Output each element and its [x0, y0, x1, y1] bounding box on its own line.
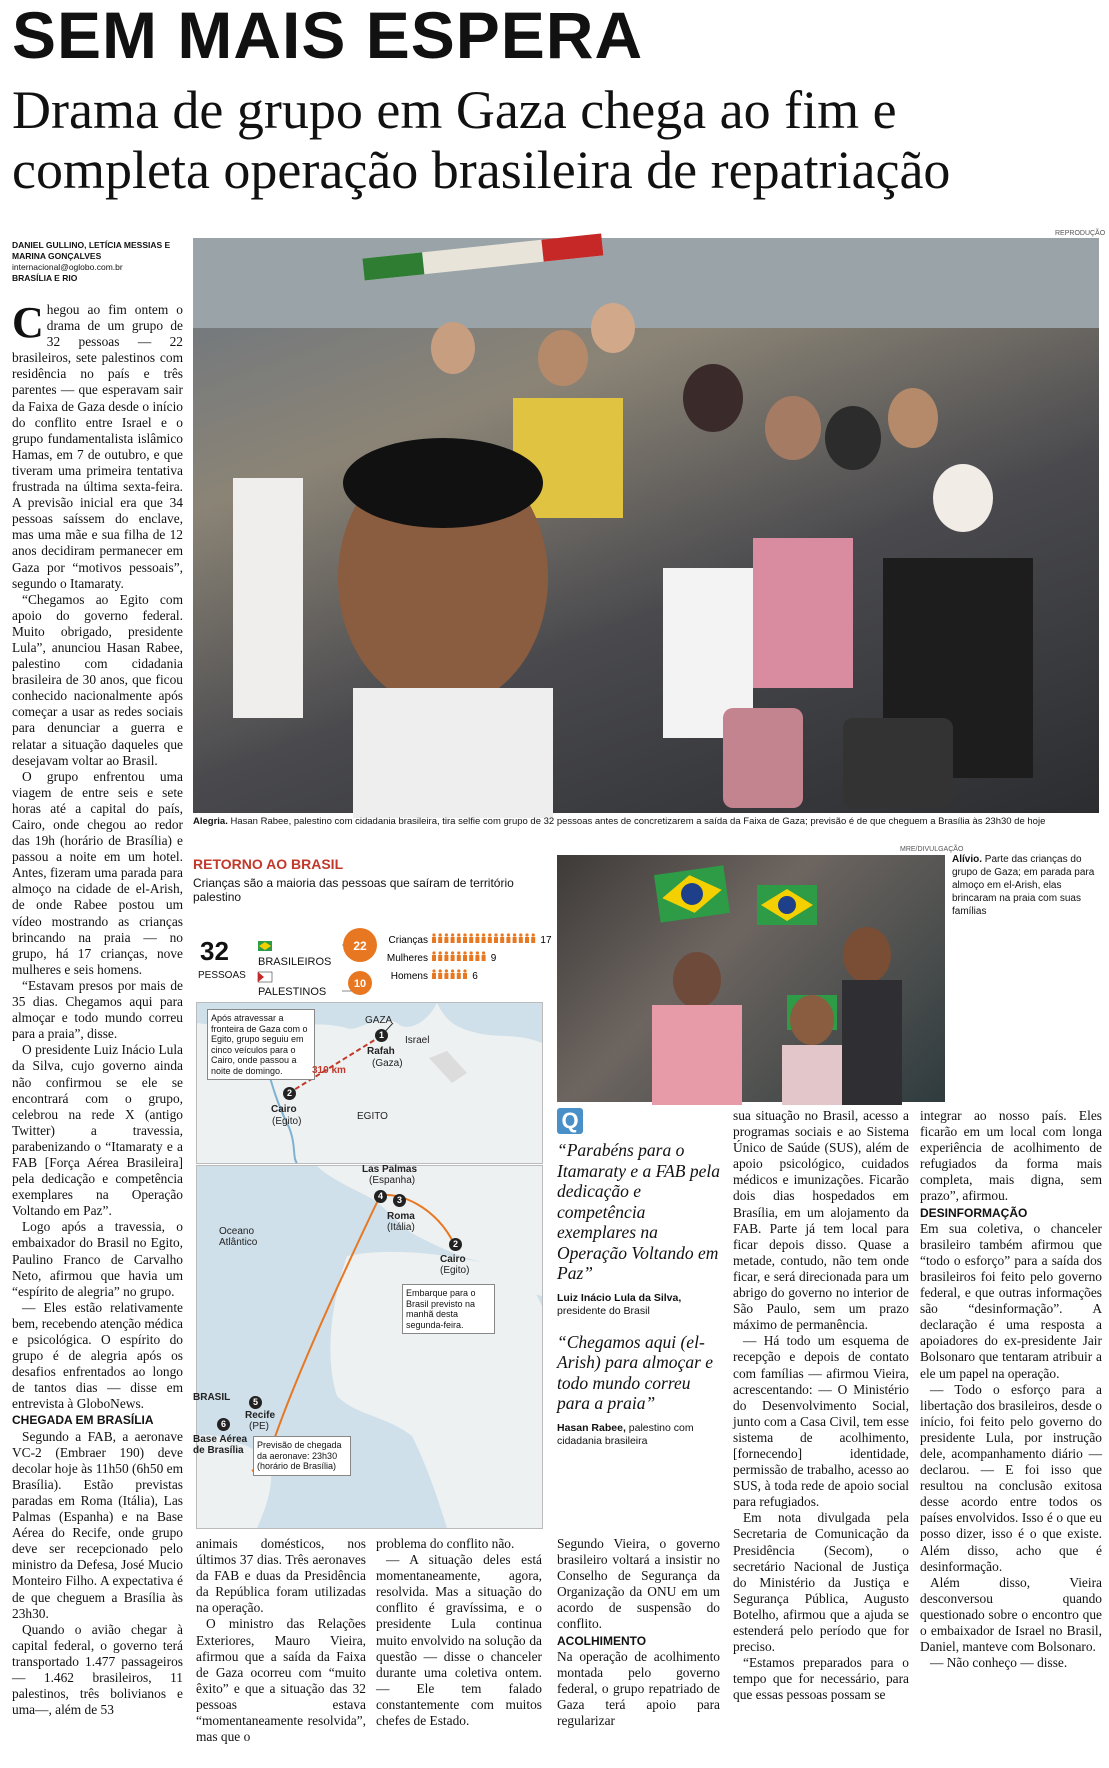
label-cairo: Cairo [440, 1254, 466, 1265]
paragraph: Logo após a travessia, o embaixador do Brasil no Egito, Paulino Franco de Carvalho Neto, afirmou que havia um “espírito de alegria” no grupo. [12, 1219, 183, 1299]
pin-2: 2 [283, 1087, 296, 1100]
person-icon-head [439, 951, 442, 954]
paragraph: hegou ao fim ontem o drama de um grupo de 32 pessoas — 22 brasileiros, sete palestinos com residência no país e três parentes — que esperavam sair da Faixa de Gaza desde o início do conflito entre Israel e o grupo fundamentalista islâmico Hamas, em 7 de outubro, e que tiveram uma primeira tentativa frustrada na última sexta-feira. A previsão inicial era que 34 pessoas saíssem do enclave, mas uma mãe e sua filha de 12 anos decidiram permanecer em Gaza por “motivos pessoais”, segundo o Itamaraty. [12, 302, 183, 591]
palestinos-label: PALESTINOS [258, 986, 327, 998]
kicker: SEM MAIS ESPERA [12, 0, 644, 72]
label-roma: Roma [387, 1211, 415, 1222]
quote-1-name: Luiz Inácio Lula da Silva, [557, 1291, 682, 1304]
person-icon-head [439, 933, 442, 936]
person-icon-head [445, 969, 448, 972]
person-icon-head [445, 933, 448, 936]
label-recife-sub: (PE) [249, 1421, 269, 1432]
person-icon-head [513, 933, 516, 936]
paragraph: O presidente Luiz Inácio Lula da Silva, cujo governo ainda não confirmou se ele se encontrará com o grupo, celebrou na rede X (antigo Twitter) a travessia, parabenizando o “Itamaraty e a FAB [Força Aérea Brasileira] pela dedicação e competência exemplares na Operação Voltando em Paz”. [12, 1042, 183, 1219]
children-photo-illustration [557, 855, 945, 1102]
person-icon [457, 973, 461, 979]
brasileiros-value: 22 [353, 939, 367, 953]
person-icon [438, 973, 442, 979]
person-icon [444, 937, 448, 943]
paragraph: integrar ao nosso país. Eles ficarão em um local com longa experiência de acolhimento de refugiados da forma mais completa, mais digna, sem prazo”, afirmou. [920, 1108, 1102, 1204]
person-icon-head [482, 933, 485, 936]
person-icon-head [507, 933, 510, 936]
photo-caption [193, 816, 1103, 828]
row-value: 17 [540, 935, 552, 946]
article-column-3 [376, 1536, 542, 1729]
photo2-credit: MRE/DIVULGAÇÃO [900, 846, 964, 853]
paragraph: — Eles estão relativamente bem, recebendo atenção médica e psicológica. O espírito do grupo é de alegria após os desafios enfrentados ao longo de tantos dias — disse em entrevista à GloboNews. [12, 1299, 184, 1412]
person-icon-head [457, 933, 460, 936]
pin-5: 5 [249, 1396, 262, 1409]
label-gaza: GAZA [365, 1015, 393, 1026]
quote-2-name: Hasan Rabee, [557, 1421, 626, 1434]
label-israel: Israel [405, 1035, 430, 1046]
paragraph: “Chegamos ao Egito com apoio do governo federal. Muito obrigado, presidente Lula”, anunciou Hasan Rabee, palestino com cidadania brasileira de 30 anos, que ficou conhecido nacionalmente após começar a usar as redes sociais para denunciar a guerra e relatar a situação daqueles que desejavam voltar ao Brasil. [12, 591, 183, 768]
row-label: Mulheres [386, 953, 428, 964]
paragraph: Segundo a FAB, a aeronave VC-2 (Embraer 190) deve decolar hoje às 11h50 (6h50 em Brasília). Estão previstas paradas em Roma (Itália), Las Palmas (Espanha) e na Base Aérea do Recife, onde grupo deve ser recepcionado pelo ministro da Defesa, José Mucio Monteiro Filho. A expectativa é de que cheguem a Brasília às 23h30. [12, 1428, 183, 1621]
paragraph: — Todo o esforço para a libertação dos brasileiros, desde o início, foi feito pelo governo do presidente Lula, por instrução dele, acompanhamento diário — declarou. — E foi isso que resultou na conclusão exitosa desse acordo entre todos os países envolvidos. Isso é o que eu posso dizer, isso é o que existe. Além disso, acho que é desinformação. [920, 1381, 1102, 1574]
quote-2-role: palestino com cidadania brasileira [557, 1421, 694, 1447]
person-icon-head [470, 933, 473, 936]
person-icon [432, 937, 436, 943]
person-icon-head [457, 951, 460, 954]
person-icon [451, 937, 455, 943]
category-rows [387, 933, 552, 982]
person-icon-head [432, 951, 435, 954]
paragraph: animais domésticos, nos últimos 37 dias. Três aeronaves da FAB e duas da Presidência da República foram utilizadas na operação. [196, 1536, 366, 1616]
person-icon [438, 937, 442, 943]
quote-1-role: presidente do Brasil [557, 1304, 650, 1317]
label-rafah-sub: (Gaza) [372, 1058, 403, 1069]
paragraph: Além disso, Vieira desconversou quando questionado sobre o encontro que o embaixador de Israel no Brasil, Daniel, manteve com Bolsonaro. [920, 1574, 1102, 1655]
person-icon-head [439, 969, 442, 972]
person-icon-head [488, 933, 491, 936]
photo2-caption [952, 853, 1102, 918]
person-icon-head [451, 933, 454, 936]
person-icon [506, 937, 510, 943]
person-icon [444, 973, 448, 979]
person-icon [463, 937, 467, 943]
person-icon [432, 955, 436, 961]
quote-2: “Chegamos aqui (el-Arish) para almoçar e todo mundo correu para a praia” [557, 1331, 714, 1413]
paragraph: — Há todo um esquema de recepção e depois de contato com famílias — afirmou Vieira, acrescentando: — O Ministério do Desenvolvimento Social, junto com a Casa Civil, tem esse sistema de acolhimento, [fornecendo] identidade, permissão de trabalho, acesso ao SUS, à toda rede de apoio social para refugiados. [733, 1333, 909, 1510]
map-note: Embarque para o Brasil previsto na manhã desta segunda-feira. [402, 1284, 495, 1334]
person-icon [519, 937, 523, 943]
person-icon [475, 937, 479, 943]
label-recife: Recife [245, 1410, 276, 1421]
person-icon-head [532, 933, 535, 936]
person-icon [494, 937, 498, 943]
person-icon-head [445, 951, 448, 954]
person-icon [513, 937, 517, 943]
byline-email[interactable]: internacional@oglobo.com.br [12, 262, 123, 272]
caption2-text: Parte das crianças do grupo de Gaza; em parada para almoço em el-Arish, elas brincaram na praia com suas famílias [952, 854, 1095, 917]
pin-4: 4 [374, 1190, 387, 1203]
paragraph: Quando o avião chegar à capital federal, o governo terá transportado 1.477 passageiros — 1.462 brasileiros, 11 palestinos, três bolivianos e uma—, além de 53 [12, 1621, 183, 1718]
subheading: ACOLHIMENTO [557, 1633, 647, 1648]
headline: Drama de grupo em Gaza chega ao fim e completa operação brasileira de repatriação [12, 80, 951, 200]
total-label: PESSOAS [198, 970, 246, 981]
brasileiros-label: BRASILEIROS [258, 956, 332, 968]
person-icon [488, 937, 492, 943]
person-icon-head [457, 969, 460, 972]
person-icon-head [451, 951, 454, 954]
person-icon [463, 973, 467, 979]
paragraph: Segundo Vieira, o governo brasileiro voltará a insistir no Conselho de Segurança da Organização da ONU em um acordo de suspensão do conflito. [557, 1536, 720, 1632]
byline-authors: DANIEL GULLINO, LETÍCIA MESSIAS E MARINA GONÇALVES [12, 240, 171, 261]
person-icon [432, 973, 436, 979]
row-label: Homens [390, 971, 428, 982]
label-cairo-sub: (Egito) [272, 1116, 302, 1127]
paragraph: problema do conflito não. [376, 1536, 515, 1551]
infographic-title: RETORNO AO BRASIL [193, 856, 344, 872]
label-brasil: BRASIL [193, 1392, 231, 1403]
row-value: 9 [490, 953, 497, 964]
person-icon-head [482, 951, 485, 954]
person-icon-head [519, 933, 522, 936]
person-icon [482, 937, 486, 943]
infographic-subtitle: Crianças são a maioria das pessoas que saíram de território palestino [193, 876, 514, 904]
paragraph: Em nota divulgada pela Secretaria de Comunicação da Presidência (Secom), o secretário Nacional de Justiça do Ministério da Justiça e Segurança Pública, Augusto Botelho, afirmou que a ajuda se estenderá pelo período que for preciso. [733, 1510, 909, 1655]
quote-1-author [557, 1292, 720, 1318]
pin-3: 3 [393, 1194, 406, 1207]
children-photo [557, 855, 945, 1102]
label-ocean: Oceano Atlântico [219, 1226, 258, 1248]
person-icon [438, 955, 442, 961]
quotes-column [557, 1108, 720, 1448]
person-icon [531, 937, 535, 943]
row-label: Crianças [388, 935, 428, 946]
person-icon-head [463, 933, 466, 936]
subheading: DESINFORMAÇÃO [920, 1205, 1028, 1220]
people-chart [196, 905, 552, 1000]
label-cairo: Cairo [271, 1104, 297, 1115]
person-icon [500, 937, 504, 943]
drop-cap: C [12, 298, 44, 347]
label-distance: 310 km [312, 1065, 346, 1076]
person-icon [451, 973, 455, 979]
person-icon-head [451, 969, 454, 972]
pin-cairo: 2 [449, 1238, 462, 1251]
article-column-2 [196, 1536, 366, 1745]
label-base-aerea: Base Aérea de Brasília [193, 1434, 248, 1456]
byline-location: BRASÍLIA E RIO [12, 273, 78, 283]
person-icon-head [463, 951, 466, 954]
article-column-1 [12, 298, 184, 1718]
person-icon [444, 955, 448, 961]
person-icon-head [476, 951, 479, 954]
label-roma-sub: (Itália) [387, 1222, 415, 1233]
pin-1: 1 [375, 1029, 388, 1042]
byline [12, 240, 192, 284]
person-icon [525, 937, 529, 943]
main-photo [193, 238, 1099, 813]
caption-lead: Alegria. [193, 816, 228, 827]
person-icon-head [470, 951, 473, 954]
person-icon [469, 955, 473, 961]
paragraph: Em sua coletiva, o chanceler brasileiro também afirmou que “todo o esforço” para a saída dos brasileiros foi feito pelo governo federal, e que outras informações são “desinformação”. A declaração é uma resposta a apoiadores do ex-presidente Jair Bolsonaro que tentaram atribuir a ele um papel na operação. [920, 1220, 1102, 1381]
quote-2-author [557, 1422, 720, 1448]
quote-icon: Q [557, 1108, 583, 1134]
subheading: CHEGADA EM BRASÍLIA [12, 1413, 154, 1428]
article-column-4 [557, 1536, 720, 1729]
person-icon-head [476, 933, 479, 936]
label-las-palmas-sub: (Espanha) [369, 1175, 416, 1186]
total-value: 32 [200, 936, 229, 966]
person-icon [482, 955, 486, 961]
person-icon-head [463, 969, 466, 972]
label-las-palmas: Las Palmas [362, 1164, 418, 1175]
paragraph: “Estavam presos por mais de 35 dias. Chegamos aqui para almoçar e todo mundo correu para a praia”, disse. [12, 977, 183, 1042]
person-icon [451, 955, 455, 961]
pin-6: 6 [217, 1418, 230, 1431]
label-egito: EGITO [357, 1111, 388, 1122]
quote-1: “Parabéns para o Itamaraty e a FAB pela dedicação e competência exemplares na Operação Voltando em Paz” [557, 1140, 720, 1283]
article-column-5 [733, 1108, 909, 1703]
person-icon [457, 937, 461, 943]
paragraph: — Não conheço — disse. [930, 1655, 1068, 1671]
map-gaza-cairo [196, 1002, 543, 1164]
article-column-6 [920, 1108, 1102, 1671]
paragraph: O grupo enfrentou uma viagem de entre seis e sete horas até a capital do país, Cairo, onde chegou ao redor das 19h (horário de Brasília) e passou a noite em um hotel. Antes, fizeram uma parada para almoço na cidade de el-Arish, de onde Rabee postou um vídeo mostrando as crianças brincando na praia — no grupo, há 17 crianças, nove mulheres e seis homens. [12, 768, 183, 977]
person-icon [463, 955, 467, 961]
arrival-note: Previsão de chegada da aeronave: 23h30 (horário de Brasília) [253, 1436, 351, 1476]
person-icon-head [494, 933, 497, 936]
paragraph: — A situação deles está momentaneamente, agora, resolvida. Mas a situação do conflito é gravíssima, e o presidente Lula continua muito envolvido na solução da questão — disse o chanceler durante uma coletiva ontem. — Ele tem falado constantemente com muitos chefes de Estado. [376, 1552, 542, 1729]
paragraph: O ministro das Relações Exteriores, Mauro Vieira, afirmou que a saída da Faixa de Gaza ocorreu com “muito êxito” e que a situação das 32 pessoas estava “momentaneamente resolvida”, mas que o [196, 1616, 366, 1745]
paragraph: “Estamos preparados para o tempo que for necessário, para que essas pessoas possam se [733, 1655, 909, 1703]
photo-credit: REPRODUÇÃO [1055, 230, 1106, 237]
person-icon-head [432, 933, 435, 936]
person-icon [475, 955, 479, 961]
main-photo-illustration [193, 238, 1099, 813]
map-b-shapes [197, 1166, 542, 1528]
person-icon-head [432, 969, 435, 972]
palestinos-value: 10 [353, 978, 367, 990]
caption-text: Hasan Rabee, palestino com cidadania brasileira, tira selfie com grupo de 32 pessoas antes de concretizarem a saída da Faixa de Gaza; previsão é de que cheguem a Brasília às 23h30 de hoje [230, 816, 1046, 827]
caption2-lead: Alívio. [952, 854, 983, 865]
map-route [193, 1164, 543, 1529]
map-note: Após atravessar a fronteira de Gaza com o Egito, grupo seguiu em cinco veículos para o Cairo, onde passou a noite de domingo. [207, 1009, 315, 1080]
label-cairo-sub: (Egito) [440, 1265, 470, 1276]
row-value: 6 [472, 971, 478, 982]
label-rafah: Rafah [367, 1046, 395, 1057]
person-icon-head [525, 933, 528, 936]
paragraph: sua situação no Brasil, acesso a programas sociais e ao Sistema Único de Saúde (SUS), além de apoio psicológico, cuidados médicos e imunizações. Ficarão dois dias hospedados em Brasília, em um alojamento da FAB. Parte já tem local para ficar depois disso. Quase a metade, contudo, não tem onde ficar, e será direcionada para um abrigo do governo no interior de São Paulo, sem um prazo máximo de permanência. [733, 1108, 909, 1333]
person-icon [457, 955, 461, 961]
person-icon [469, 937, 473, 943]
paragraph: Na operação de acolhimento montada pelo governo federal, o grupo repatriado de Gaza terá apoio para regularizar [557, 1648, 720, 1729]
person-icon-head [501, 933, 504, 936]
